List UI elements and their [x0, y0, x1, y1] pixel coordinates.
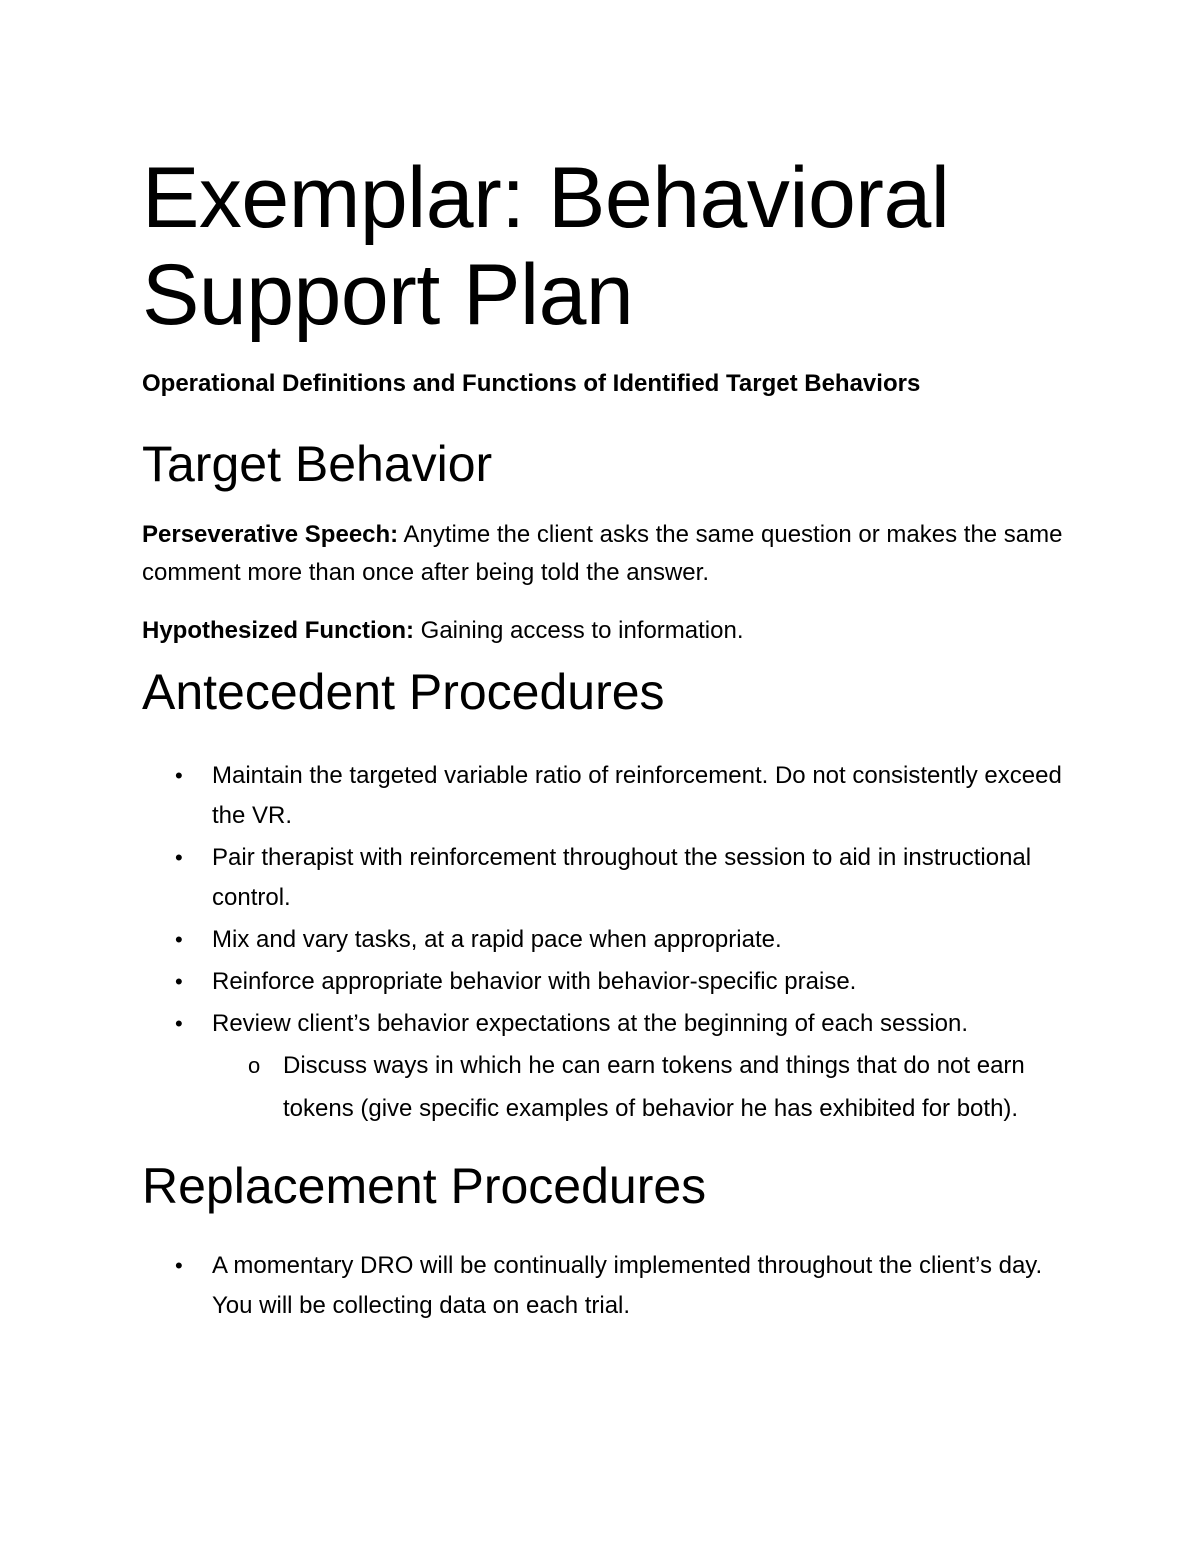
heading-target-behavior: Target Behavior [142, 436, 493, 492]
heading-replacement-procedures: Replacement Procedures [142, 1158, 707, 1214]
sub-list-item-text: Discuss ways in which he can earn tokens and things that do not earn tokens (give specific examples of behavior he has exhibited for both). [283, 1052, 1025, 1122]
list-item [142, 1004, 1072, 1130]
bullet-icon: • [175, 845, 183, 870]
list-item [142, 838, 1072, 918]
document-page [142, 150, 1072, 1326]
list-item-text: Review client’s behavior expectations at the beginning of each session. [212, 1010, 969, 1037]
definition-label: Perseverative Speech: [142, 521, 399, 548]
antecedent-sublist [212, 1044, 1072, 1130]
bullet-icon: • [175, 927, 183, 952]
definition-paragraph [142, 516, 1072, 592]
list-item-text: Pair therapist with reinforcement throughout the session to aid in instructional control. [212, 844, 1032, 911]
bullet-icon: • [175, 1011, 183, 1036]
bullet-icon: • [175, 1253, 183, 1278]
list-item [142, 756, 1072, 836]
document-title [142, 150, 1072, 344]
function-paragraph [142, 612, 1072, 650]
list-item [142, 920, 1072, 960]
function-label: Hypothesized Function: [142, 617, 414, 644]
function-text: Gaining access to information. [414, 617, 744, 644]
definition-text: Anytime the client asks the same question or makes the same comment more than once after being told the answer. [142, 521, 1063, 586]
heading-antecedent-procedures: Antecedent Procedures [142, 664, 665, 720]
document-subtitle: Operational Definitions and Functions of Identified Target Behaviors [142, 370, 921, 397]
list-item-text: Maintain the targeted variable ratio of reinforcement. Do not consistently exceed the VR. [212, 762, 1062, 829]
sub-bullet-icon: o [248, 1053, 261, 1078]
bullet-icon: • [175, 763, 183, 788]
list-item-text: Mix and vary tasks, at a rapid pace when appropriate. [212, 926, 782, 953]
title-line-2: Support Plan [142, 247, 634, 343]
list-item-text: Reinforce appropriate behavior with behavior-specific praise. [212, 968, 857, 995]
replacement-list [142, 1246, 1072, 1326]
list-item-text: A momentary DRO will be continually implemented throughout the client’s day. You will be collecting data on each trial. [212, 1252, 1043, 1319]
bullet-icon: • [175, 969, 183, 994]
sub-list-item [212, 1044, 1072, 1130]
antecedent-list [142, 756, 1072, 1130]
title-line-1: Exemplar: Behavioral [142, 150, 950, 246]
list-item [142, 962, 1072, 1002]
list-item [142, 1246, 1072, 1326]
